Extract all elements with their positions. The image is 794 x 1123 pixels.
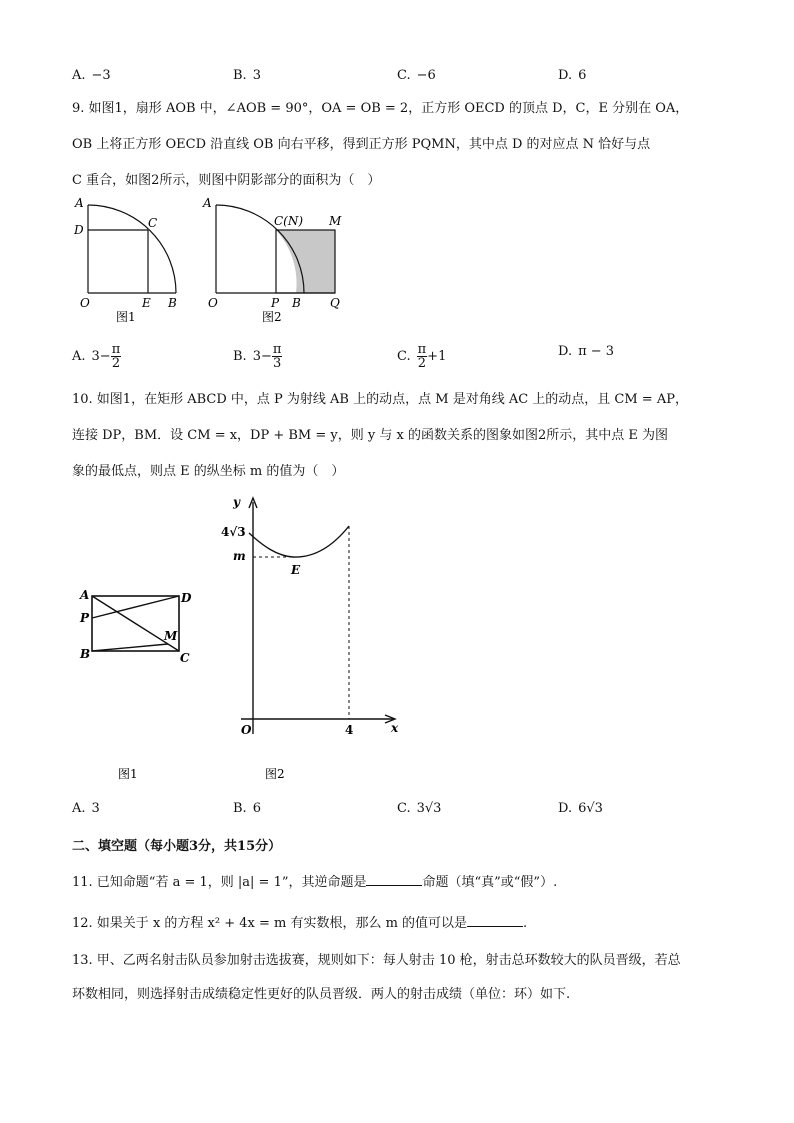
q9-fig1-label-c: C (148, 216, 158, 230)
q9-fig2-label-b: B (292, 296, 301, 310)
q10-fig2-label-4: 4 (345, 723, 354, 737)
q9-fig2-label-p: P (271, 296, 280, 310)
q10-fig1-label-p: P (80, 611, 90, 625)
q12-text: 12. 如果关于 x 的方程 x² + 4x = m 有实数根，那么 m 的值可以是 . (72, 916, 528, 931)
q9-fig1-label-b: B (168, 296, 177, 310)
q10-options (0, 800, 794, 818)
q8-option-d[interactable]: D. 6 (558, 68, 587, 83)
q9-option-c[interactable]: C. $\frac{\pi}{2}$ +1 (397, 342, 447, 371)
q10-fig1-label-c: C (180, 651, 190, 665)
q9-text-line1: 9. 如图1，扇形 AOB 中，∠AOB = 90°，OA = OB = 2，正方形 OECD 的顶点 D，C，E 分别在 OA， (72, 101, 689, 116)
q8-option-a[interactable]: A. −3 (72, 68, 111, 83)
q10-option-c[interactable]: C. 3√3 (397, 801, 442, 816)
q10-option-a[interactable]: A. 3 (72, 801, 100, 816)
q9-fig1-caption: 图1 (116, 310, 136, 324)
q9-fig1-arc (88, 205, 176, 293)
q13-text-line1: 13. 甲、乙两名射击队员参加射击选拔赛，规则如下：每人射击 10 枪，射击总环数较大的队员晋级，若总 (72, 953, 681, 968)
q10-fig2-label-e: E (291, 563, 301, 577)
q9-fig1-label-a: A (75, 196, 84, 210)
q9-fig2-label-cn: C(N) (274, 214, 304, 228)
q9-option-a[interactable]: A. 3− $\frac{\pi}{2}$ (72, 342, 121, 371)
q10-option-d[interactable]: D. 6√3 (558, 801, 603, 816)
q9-fig1-label-o: O (80, 296, 90, 310)
q9-fig2-label-o: O (208, 296, 218, 310)
q10-fig2-label-x: x (391, 721, 399, 735)
q10-fig1-label-b: B (80, 647, 91, 661)
q12-answer-blank[interactable] (467, 914, 523, 927)
q10-fig1-label-a: A (80, 588, 90, 602)
q9-fig2-label-q: Q (330, 296, 340, 310)
q9-text-line2: OB 上将正方形 OECD 沿直线 OB 向右平移，得到正方形 PQMN，其中点 D 的对应点 N 恰好与点 (72, 137, 651, 152)
q11-answer-blank[interactable] (366, 873, 422, 886)
q10-text-line2: 连接 DP，BM．设 CM = x，DP + BM = y，则 y 与 x 的函数关系的图象如图2所示，其中点 E 为图 (72, 428, 668, 443)
q10-fig2-label-m: m (233, 549, 246, 563)
q10-fig2-curve (249, 526, 349, 557)
q9-option-d[interactable]: D. π − 3 (558, 344, 615, 359)
q9-option-c-fraction: $\frac{\pi}{2}$ (417, 342, 427, 371)
q10-option-b[interactable]: B. 6 (233, 801, 261, 816)
q9-figure-2 (198, 195, 358, 325)
q10-figure-1 (70, 582, 200, 782)
q13-text-line2: 环数相同，则选择射击成绩稳定性更好的队员晋级．两人的射击成绩（单位：环）如下. (72, 987, 571, 1002)
q10-text-line1: 10. 如图1，在矩形 ABCD 中，点 P 为射线 AB 上的动点，点 M 是对角线 AC 上的动点，且 CM = AP， (72, 392, 688, 407)
q10-fig1-segment-bm (92, 644, 168, 651)
q10-text-line3: 象的最低点，则点 E 的纵坐标 m 的值为（ ） (72, 464, 345, 479)
q10-fig1-label-d: D (181, 591, 192, 605)
section-2-heading: 二、填空题（每小题3分，共15分） (72, 839, 282, 854)
q9-options (0, 342, 794, 371)
q9-option-a-fraction: $\frac{\pi}{2}$ (111, 342, 121, 371)
q9-fig2-shaded-region (276, 230, 335, 293)
q9-fig1-label-d: D (74, 223, 84, 237)
q8-option-c[interactable]: C. −6 (397, 68, 436, 83)
q9-text-line3: C 重合，如图2所示，则图中阴影部分的面积为（ ） (72, 173, 381, 188)
q10-fig2-label-o: O (241, 723, 252, 737)
q9-fig2-caption: 图2 (262, 310, 282, 324)
q10-fig1-label-m: M (164, 629, 178, 643)
q10-fig2-label-top: 4√3 (221, 525, 246, 539)
q9-figure-1 (70, 195, 190, 325)
q10-fig2-caption: 图2 (265, 767, 285, 781)
q10-fig1-caption: 图1 (118, 767, 138, 781)
q9-option-b-fraction: $\frac{\pi}{3}$ (272, 342, 282, 371)
q10-fig2-label-y: y (233, 495, 240, 509)
q11-text: 11. 已知命题“若 a = 1，则 |a| = 1”，其逆命题是 命题（填“真”或“假”）. (72, 875, 558, 890)
q10-figure-2 (215, 488, 415, 783)
q9-fig2-label-a: A (203, 196, 212, 210)
q8-option-b[interactable]: B. 3 (233, 68, 261, 83)
q9-fig2-label-m: M (329, 214, 342, 228)
q9-option-b[interactable]: B. 3− $\frac{\pi}{3}$ (233, 342, 282, 371)
q9-fig1-label-e: E (142, 296, 151, 310)
q8-options (0, 67, 794, 85)
q10-fig1-segment-dp (92, 596, 179, 618)
